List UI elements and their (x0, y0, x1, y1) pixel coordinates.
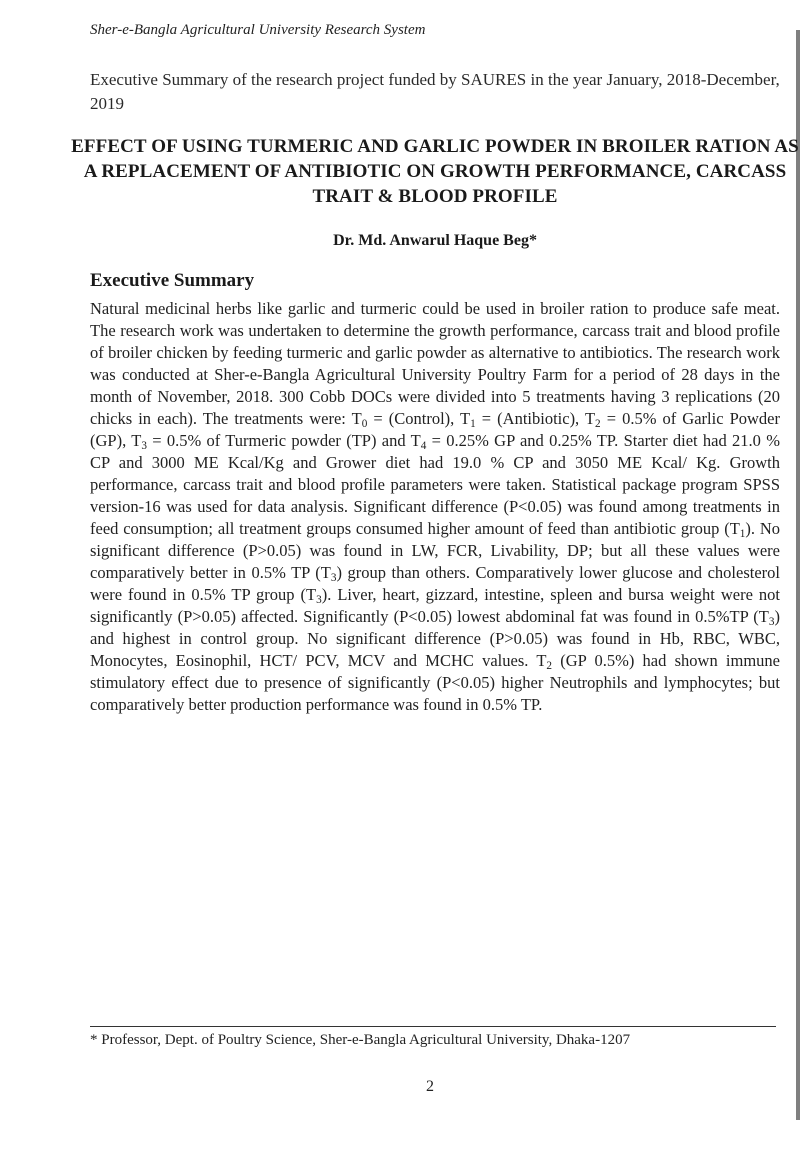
page-number: 2 (426, 1078, 434, 1095)
body-text-run: ) group than others. Comparatively lower glucose and cholesterol were found in 0.5% TP group (T (90, 563, 780, 604)
body-text-run: = (Control), T (367, 409, 471, 428)
subscript: 3 (768, 615, 775, 628)
body-text-run: (GP 0.5%) had shown immune stimulatory effect due to presence of significantly (P<0.05) higher Neutrophils and lymphocytes; but comparatively better production performance was found in 0.5% TP. (90, 651, 781, 714)
subscript: 2 (595, 417, 601, 430)
running-head: Sher-e-Bangla Agricultural University Research System (90, 22, 426, 38)
subscript: 0 (361, 417, 368, 430)
body-text-run: ). Liver, heart, gizzard, intestine, spleen and bursa weight were not significantly (P>0.05) affected. Significantly (P<0.05) lowest abdominal fat was found in 0.5%TP (T (90, 585, 780, 626)
subscript: 1 (739, 527, 746, 540)
subscript: 3 (141, 439, 147, 452)
body-text-run: ) and highest in control group. No significant difference (P>0.05) was found in Hb, RBC, WBC, Monocytes, Eosinophil, HCT/ PCV, MCV and MCHC values. T (90, 607, 780, 670)
subscript: 2 (546, 659, 553, 672)
section-heading: Executive Summary (90, 270, 255, 291)
subscript: 1 (470, 417, 476, 430)
subscript: 3 (330, 571, 337, 584)
body-text-run: Natural medicinal herbs like garlic and turmeric could be used in broiler ration to produce safe meat. The research work was undertaken to determine the growth performance, carcass trait and blood profile of broiler chicken by feeding turmeric and garlic powder as alternative to antibiotics. The research work was conducted at Sher-e-Bangla Agricultural University Poultry Farm for a period of 28 days in the month of November, 2018. 300 Cobb DOCs were divided into 5 treatments having 3 replications (20 chicks in each). The treatments were: T (90, 299, 780, 428)
intro-text: Executive Summary of the research project funded by SAURES in the year January, 2018-December, 2019 (90, 70, 780, 113)
paper-title: EFFECT OF USING TURMERIC AND GARLIC POWDER IN BROILER RATION AS A REPLACEMENT OF ANTIBIOTIC ON GROWTH PERFORMANCE, CARCASS TRAIT & BLOOD PROFILE (71, 136, 799, 207)
body-text-run: = 0.5% of Turmeric powder (TP) and T (146, 431, 421, 450)
body-text-run: = (Antibiotic), T (475, 409, 596, 428)
footnote-divider (90, 1026, 776, 1027)
body-text-run: = 0.5% of Garlic Powder (GP), T (90, 409, 780, 450)
body-text-run: ). No significant difference (P>0.05) was found in LW, FCR, Livability, DP; but all these values were comparatively better in 0.5% TP (T (90, 519, 780, 582)
footnote: * Professor, Dept. of Poultry Science, Sher-e-Bangla Agricultural University, Dhaka-1207 (90, 1032, 631, 1048)
body-text-run: = 0.25% GP and 0.25% TP. Starter diet had 21.0 % CP and 3000 ME Kcal/Kg and Grower diet had 19.0 % CP and 3050 ME Kcal/ Kg. Growth performance, carcass trait and blood profile parameters were taken. Statistical package program SPSS version-16 was used for data analysis. Significant difference (P<0.05) was found among treatments in feed consumption; all treatment groups consumed higher amount of feed than antibiotic group (T (90, 431, 780, 538)
subscript: 3 (316, 593, 322, 606)
author-line: Dr. Md. Anwarul Haque Beg* (333, 232, 537, 249)
executive-summary-body (90, 298, 780, 716)
subscript: 4 (420, 439, 427, 452)
